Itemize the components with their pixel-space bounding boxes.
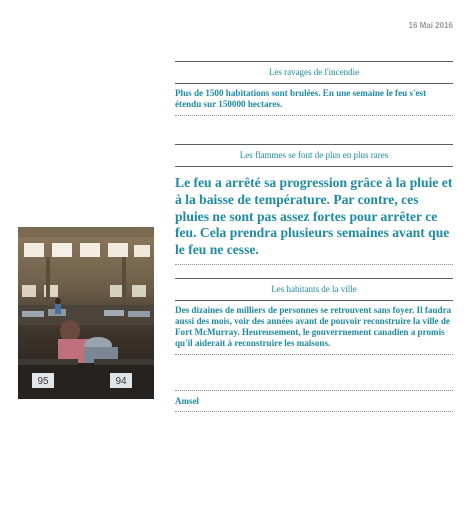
section-heading: Les flammes se font de plus en plus rares xyxy=(239,150,389,160)
section-top-rule xyxy=(175,278,453,279)
section-body: Le feu a arrêté sa progression grâce à la pluie et à la baisse de température. Par contre, ces pluies ne sont pas assez fortes pour arrêter ce feu. Cela prendra plusieurs semaines avant que le feu ne cesse. xyxy=(175,175,453,258)
section-flammes xyxy=(175,144,453,265)
section-heading-rule xyxy=(175,166,453,167)
section-bottom-rule xyxy=(175,264,453,265)
section-habitants xyxy=(175,278,453,355)
section-bottom-rule xyxy=(175,354,453,355)
section-top-rule xyxy=(175,144,453,145)
section-ravages xyxy=(175,61,453,116)
section-heading: Les ravages de l'incendie xyxy=(268,67,360,77)
article-date: 16 Mai 2016 xyxy=(408,21,453,30)
section-heading: Les habitants de la ville xyxy=(271,284,357,294)
section-body: Plus de 1500 habitations sont brulées. En une semaine le feu s'est étendu sur 150000 hectares. xyxy=(175,88,427,109)
section-bottom-rule xyxy=(175,115,453,116)
section-top-rule xyxy=(175,61,453,62)
section-heading-rule xyxy=(175,300,453,301)
author-top-rule xyxy=(175,390,453,391)
section-body: Des dizaines de milliers de personnes se retrouvent sans foyer. Il faudra aussi des mois, voir des années avant de pouvoir reconstruire la ville de Fort McMurray. Heureusement, le gouverrnement canadien a promis qu'il aiderait à reconstruire les maisons. xyxy=(175,305,452,348)
cot-number-label: 95 xyxy=(37,376,49,387)
section-heading-rule xyxy=(175,83,453,84)
author-bottom-rule xyxy=(175,411,453,412)
cot-number-label: 94 xyxy=(115,376,127,387)
shelter-photo xyxy=(18,227,154,399)
author-name: Amsel xyxy=(175,396,199,406)
